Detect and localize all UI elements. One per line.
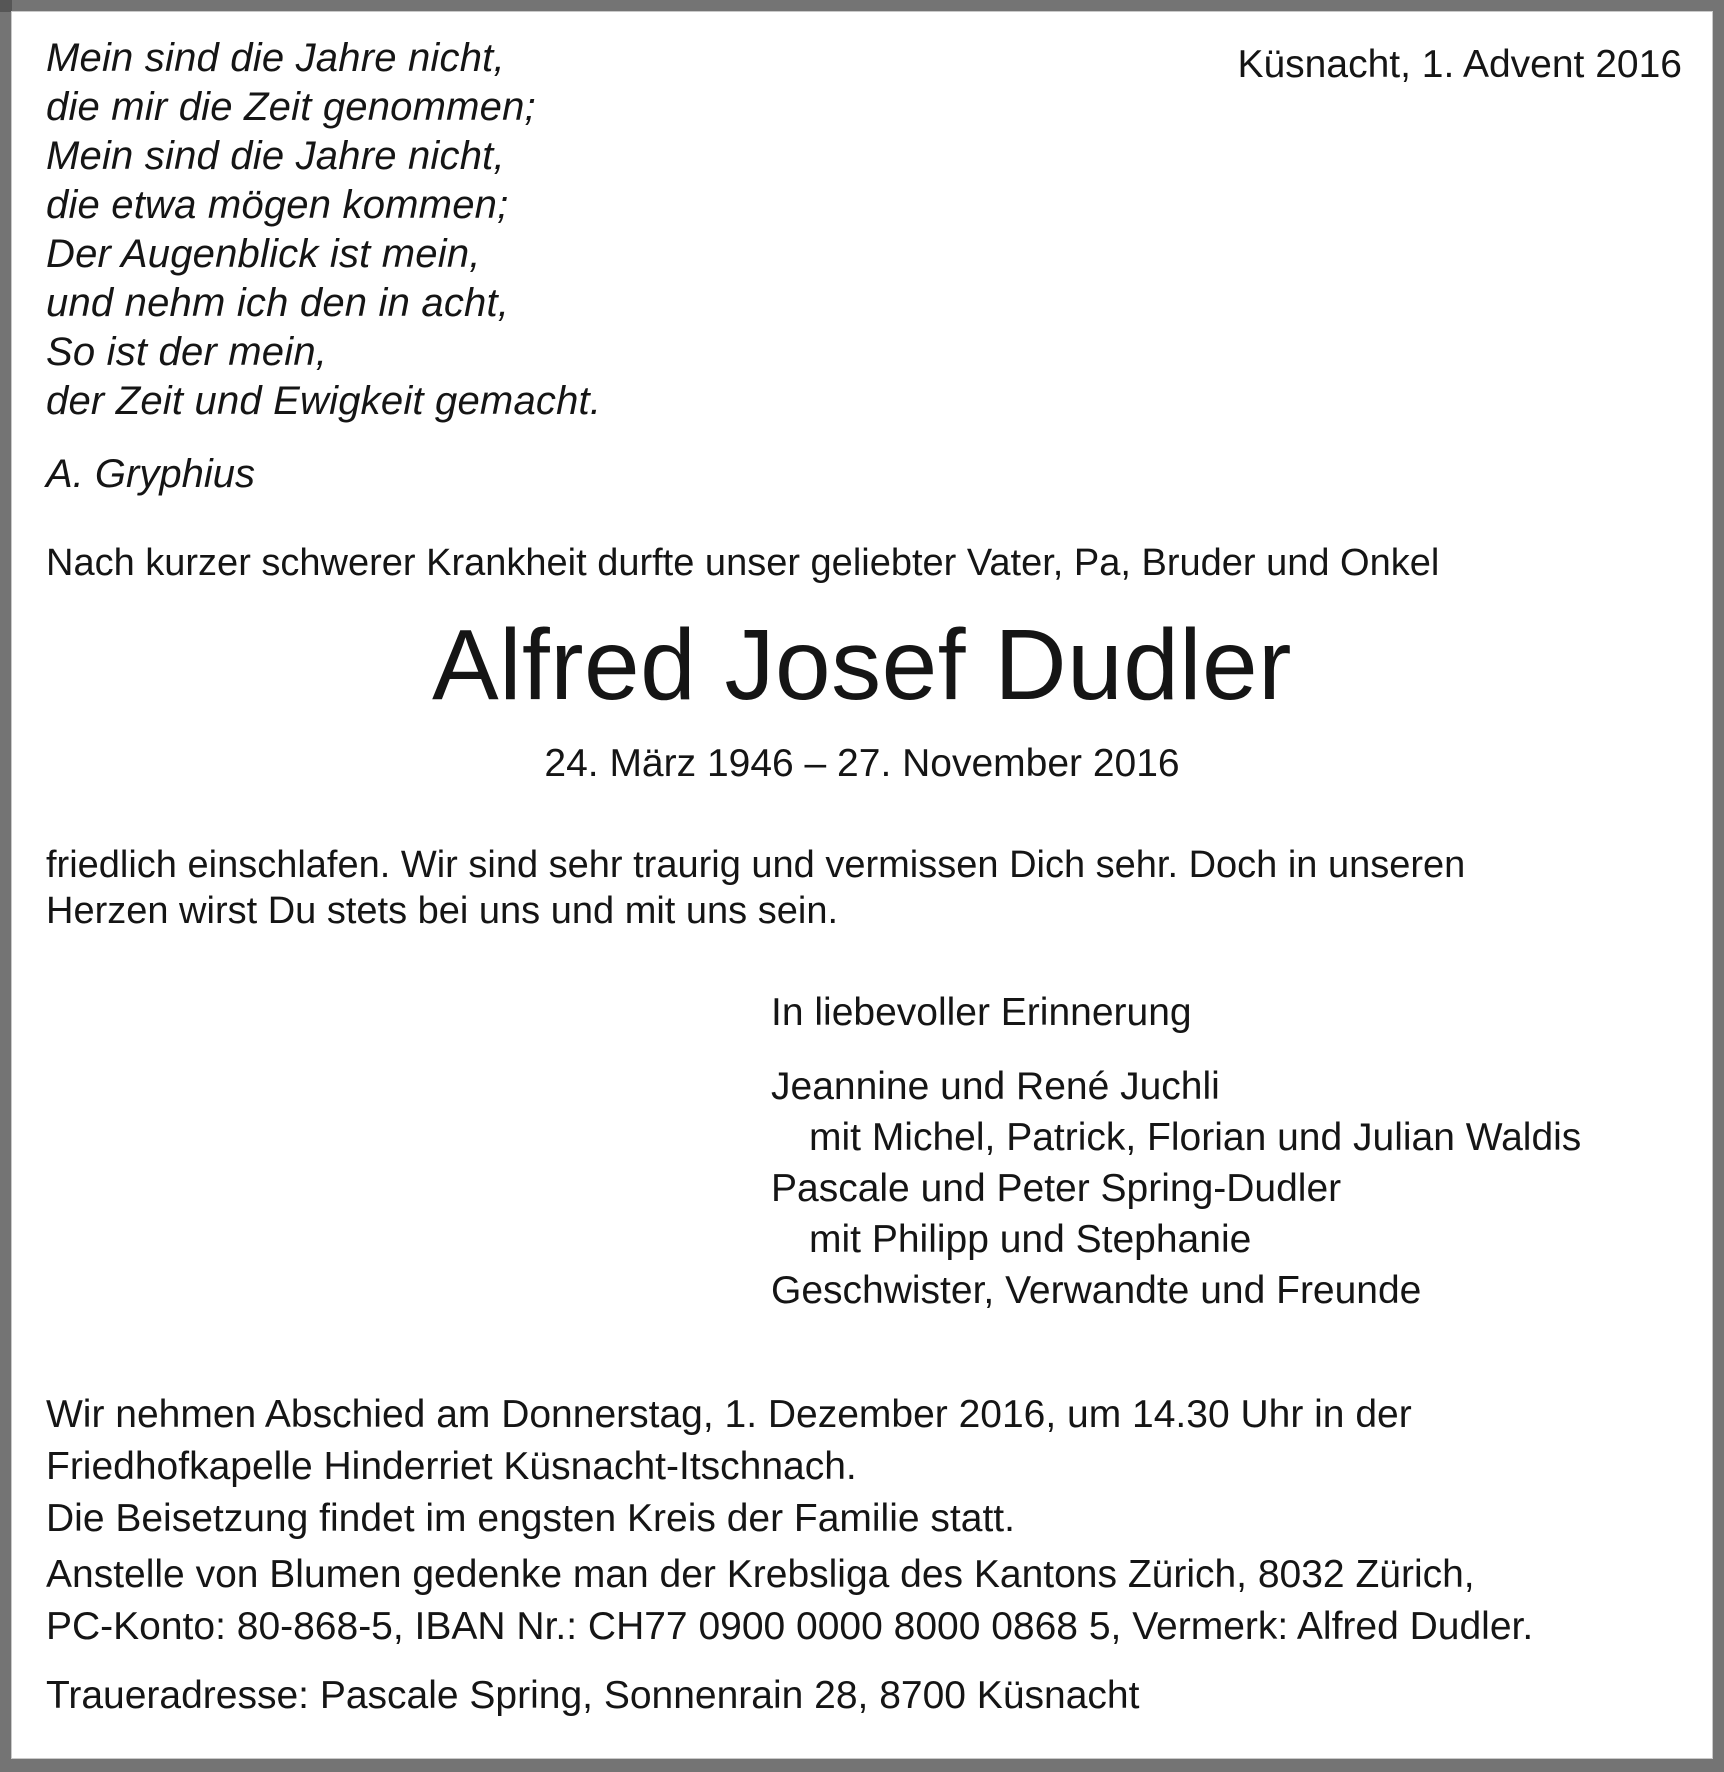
poem	[46, 34, 601, 426]
donation-line: PC-Konto: 80-868-5, IBAN Nr.: CH77 0900 0000 8000 0868 5, Vermerk: Alfred Dudler.	[46, 1605, 1534, 1648]
donation-line: Anstelle von Blumen gedenke man der Krebsliga des Kantons Zürich, 8032 Zürich,	[46, 1553, 1475, 1596]
life-dates: 24. März 1946 – 27. November 2016	[544, 742, 1180, 785]
farewell-line: Herzen wirst Du stets bei uns und mit uns sein.	[46, 890, 839, 932]
poem-line: Mein sind die Jahre nicht,	[46, 36, 505, 80]
service-line: Die Beisetzung findet im engsten Kreis der Familie statt.	[46, 1497, 1015, 1540]
farewell-paragraph	[46, 842, 1465, 934]
donation-paragraph	[46, 1549, 1533, 1653]
intro-line: Nach kurzer schwerer Krankheit durfte unser geliebter Vater, Pa, Bruder und Onkel	[46, 542, 1440, 584]
service-line: Friedhofkapelle Hinderriet Küsnacht-Itschnach.	[46, 1445, 857, 1488]
mourner-line: mit Michel, Patrick, Florian und Julian Waldis	[809, 1116, 1582, 1159]
mourner-line: Pascale und Peter Spring-Dudler	[771, 1167, 1342, 1210]
poem-author: A. Gryphius	[46, 452, 255, 496]
service-paragraph	[46, 1389, 1412, 1545]
place-date-line: Küsnacht, 1. Advent 2016	[1237, 43, 1682, 86]
obituary-page	[11, 11, 1713, 1759]
mourner-line: Geschwister, Verwandte und Freunde	[771, 1269, 1422, 1312]
mourners-list	[771, 1061, 1581, 1316]
mourner-line: Jeannine und René Juchli	[771, 1065, 1220, 1108]
poem-line: der Zeit und Ewigkeit gemacht.	[46, 379, 602, 423]
service-line: Wir nehmen Abschied am Donnerstag, 1. Dezember 2016, um 14.30 Uhr in der	[46, 1393, 1412, 1436]
deceased-name: Alfred Josef Dudler	[432, 609, 1292, 721]
remembrance-heading: In liebevoller Erinnerung	[771, 991, 1192, 1034]
poem-line: Mein sind die Jahre nicht,	[46, 134, 505, 178]
farewell-line: friedlich einschlafen. Wir sind sehr traurig und vermissen Dich sehr. Doch in unseren	[46, 844, 1466, 886]
poem-line: So ist der mein,	[46, 330, 328, 374]
poem-line: Der Augenblick ist mein,	[46, 232, 481, 276]
poem-line: die mir die Zeit genommen;	[46, 85, 536, 129]
mourner-line: mit Philipp und Stephanie	[809, 1218, 1252, 1261]
poem-line: die etwa mögen kommen;	[46, 183, 509, 227]
poem-line: und nehm ich den in acht,	[46, 281, 510, 325]
mourning-address-line: Traueradresse: Pascale Spring, Sonnenrain 28, 8700 Küsnacht	[46, 1674, 1140, 1717]
